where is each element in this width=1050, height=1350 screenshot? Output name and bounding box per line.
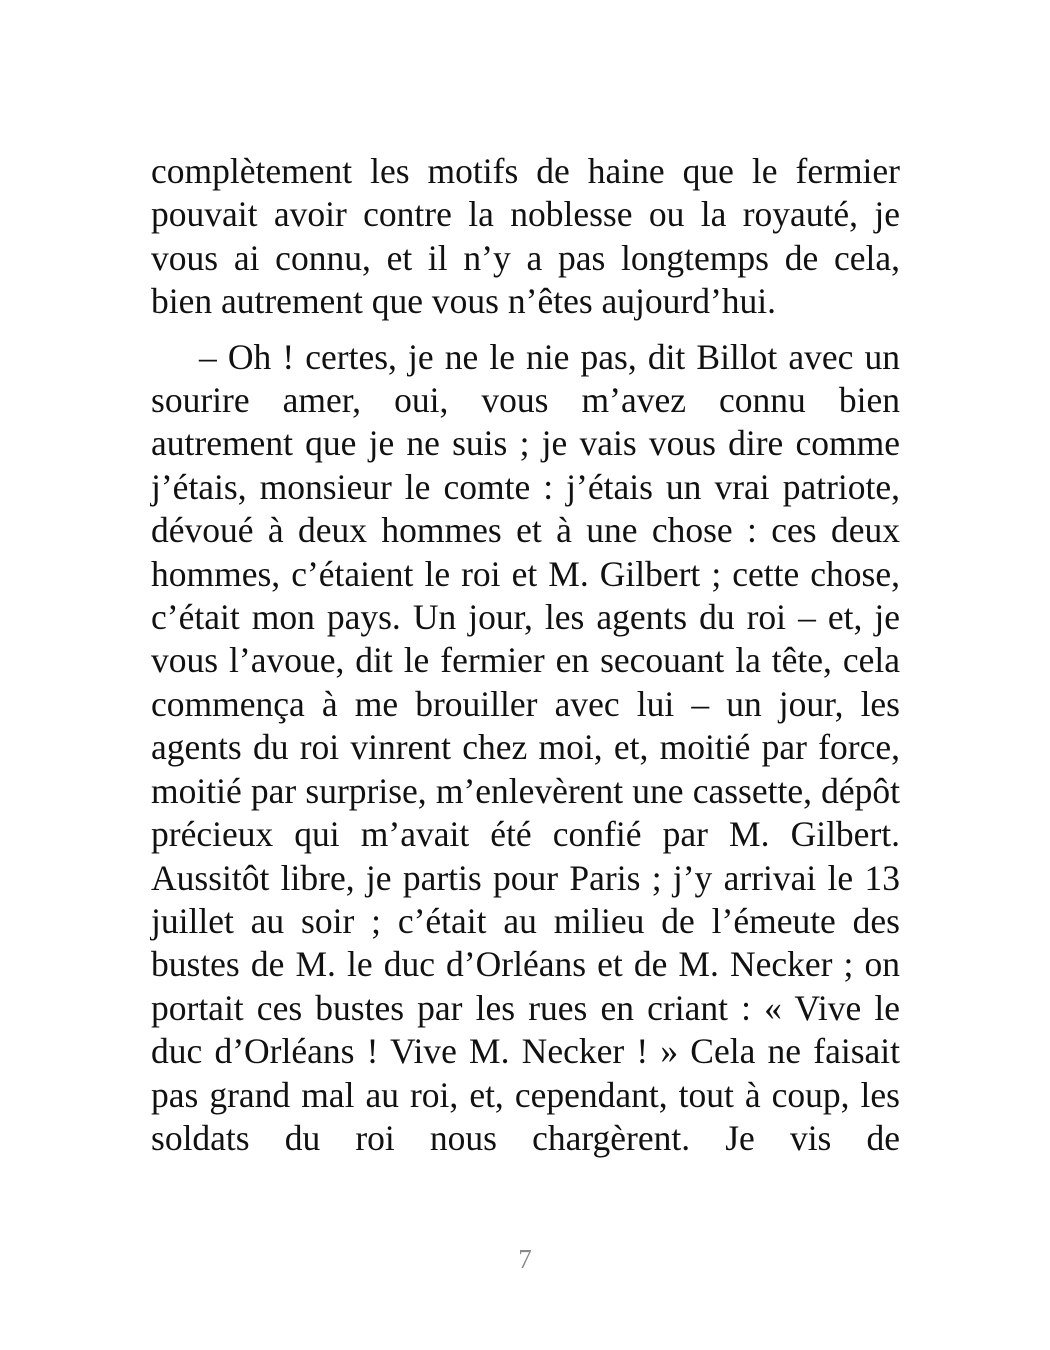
paragraph-continued: complètement les motifs de haine que le fermier pouvait avoir contre la noblesse ou la royauté, je vous ai connu, et il n’y a pas longtemps de cela, bien autrement que vous n’êtes aujourd’hui. bbox=[151, 151, 900, 322]
page-text-body bbox=[151, 150, 900, 1160]
page-number: 7 bbox=[518, 1244, 532, 1274]
paragraph-dialogue: – Oh ! certes, je ne le nie pas, dit Billot avec un sourire amer, oui, vous m’avez connu bien autrement que je ne suis ; je vais vous dire comme j’étais, monsieur le comte : j’étais un vrai patriote, dévoué à deux hommes et à une chose : ces deux hommes, c’étaient le roi et M. Gilbert ; cette chose, c’était mon pays. Un jour, les agents du roi – et, je vous l’avoue, dit le fermier en secouant la tête, cela commença à me brouiller avec lui – un jour, les agents du roi vinrent chez moi, et, moitié par force, moitié par surprise, m’enlevèrent une cassette, dépôt précieux qui m’avait été confié par M. Gilbert. Aussitôt libre, je partis pour Paris ; j’y arrivai le 13 juillet au soir ; c’était au milieu de l’émeute des bustes de M. le duc d’Orléans et de M. Necker ; on portait ces bustes par les rues en criant : « Vive le duc d’Orléans ! Vive M. Necker ! » Cela ne faisait pas grand mal au roi, et, cependant, tout à coup, les soldats du roi nous chargèrent. Je vis de bbox=[151, 336, 900, 1158]
